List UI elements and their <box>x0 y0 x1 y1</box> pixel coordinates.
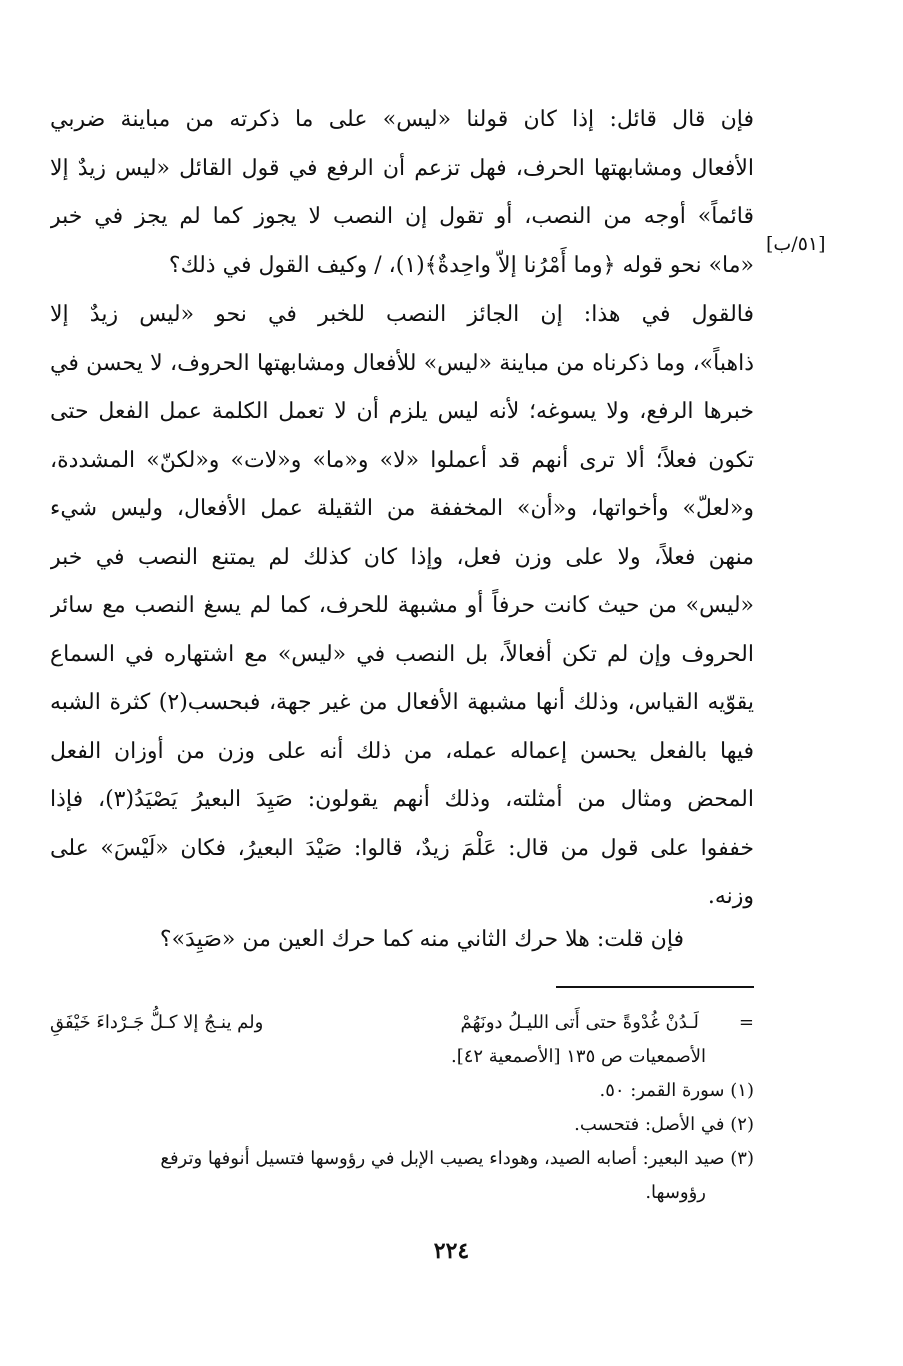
text-line: الأفعال ومشابهتها الحرف، فهل تزعم أن الرفع في قول القائل «ليس زيدٌ إلا <box>50 155 754 181</box>
footnote-verse <box>50 1006 754 1040</box>
text-line: يقوّيه القياس، وذلك أنها مشبهة الأفعال من غير جهة، فبحسب(٢) كثرة الشبه <box>50 690 754 715</box>
text-line: قائماً» أوجه من النصب، أو تقول إن النصب لا يجوز كما لم يجز في خبر <box>50 204 754 229</box>
page-number: ٢٢٤ <box>433 1238 470 1264</box>
text-line: و«لعلّ» وأخواتها، و«أن» المخففة من الثقيلة عمل الأفعال، وليس شيء <box>50 496 754 521</box>
text-line: المحض ومثال من أمثلته، وذلك أنهم يقولون: صَيِدَ البعيرُ يَصْيَدُ(٣)، فإذا <box>50 787 754 812</box>
text-line: فيها بالفعل يحسن إعماله عمله، من ذلك أنه على وزن من أوزان الفعل <box>50 738 754 764</box>
paragraph-answer-text <box>50 291 754 922</box>
text-line: «ما» نحو قوله ﴿وما أَمْرُنا إلاّ واحِدةٌ﴾(١)، / وكيف القول في ذلك؟ <box>168 252 754 278</box>
paragraph-objection <box>50 916 754 965</box>
footnote-number: (١) <box>730 1080 754 1101</box>
footnote-item <box>50 1074 754 1108</box>
text-line: خففوا على قول من قال: عَلْمَ زيدٌ، قالوا: صَيْدَ البعيرُ، فكان «لَيْسَ» على <box>50 835 754 861</box>
footnote-number: (٣) <box>730 1148 754 1169</box>
paragraph-question-text <box>50 96 754 290</box>
footnote-item <box>50 1108 754 1142</box>
text-line: «ليس» من حيث كانت حرفاً أو مشبهة للحرف، كما لم يسغ النصب مع سائر <box>50 593 754 618</box>
footnote-text: صيد البعير: أصابه الصيد، وهوداء يصيب الإبل في رؤوسها فتسيل أنوفها وترفع <box>160 1148 725 1169</box>
footnote-source: الأصمعيات ص ١٣٥ [الأصمعية ٤٢]. <box>450 1046 706 1067</box>
paragraph-objection-text <box>50 916 754 965</box>
verse-second-hemistich: ولم ينـجُ إلا كـلُّ جَـرْداءَ خَيْفَقِ <box>50 1012 264 1033</box>
text-line: تكون فعلاً؛ ألا ترى أنهم قد أعملوا «لا» و«ما» و«لات» و«لكنّ» المشددة، <box>50 447 754 473</box>
footnote-text: في الأصل: فتحسب. <box>574 1114 725 1135</box>
footnote-divider <box>556 986 754 988</box>
footnote-continuation-marker: = <box>738 1012 754 1033</box>
footnotes <box>50 1006 754 1210</box>
footnote-item <box>50 1142 754 1176</box>
text-line: فالقول في هذا: إن الجائز النصب للخبر في نحو «ليس زيدٌ إلا <box>50 302 754 327</box>
text-line: منهن فعلاً، ولا على وزن فعل، وإذا كان كذلك لم يمتنع النصب في خبر <box>50 544 754 570</box>
text-line: خبرها الرفع، ولا يسوغه؛ لأنه ليس يلزم أن لا تعمل الكلمة عمل الفعل حتى <box>50 399 754 424</box>
paragraph-question <box>50 96 754 290</box>
footnote-number: (٢) <box>730 1114 754 1135</box>
text-line: الحروف وإن لم تكن أفعالاً، بل النصب في «ليس» مع اشتهاره في السماع <box>50 641 754 667</box>
text-line: فإن قال قائل: إذا كان قولنا «ليس» على ما ذكرته من مباينة ضربي <box>50 107 754 132</box>
folio-margin-note: [٥١/ب] <box>766 233 826 255</box>
footnote-text: سورة القمر: ٥٠. <box>599 1080 725 1101</box>
text-line: وزنه. <box>707 884 754 909</box>
footnote-text-continuation: رؤوسها. <box>645 1182 706 1203</box>
verse-first-hemistich: لَـدُنْ غُدْوةً حتى أَتى الليـلُ دونَهُمْ <box>460 1012 699 1033</box>
text-line: ذاهباً»، وما ذكرناه من مباينة «ليس» للأفعال ومشابهتها الحروف، لا يحسن في <box>50 350 754 376</box>
paragraph-answer <box>50 291 754 922</box>
text-line: فإن قلت: هلا حرك الثاني منه كما حرك العين من «صَيِدَ»؟ <box>159 927 685 952</box>
